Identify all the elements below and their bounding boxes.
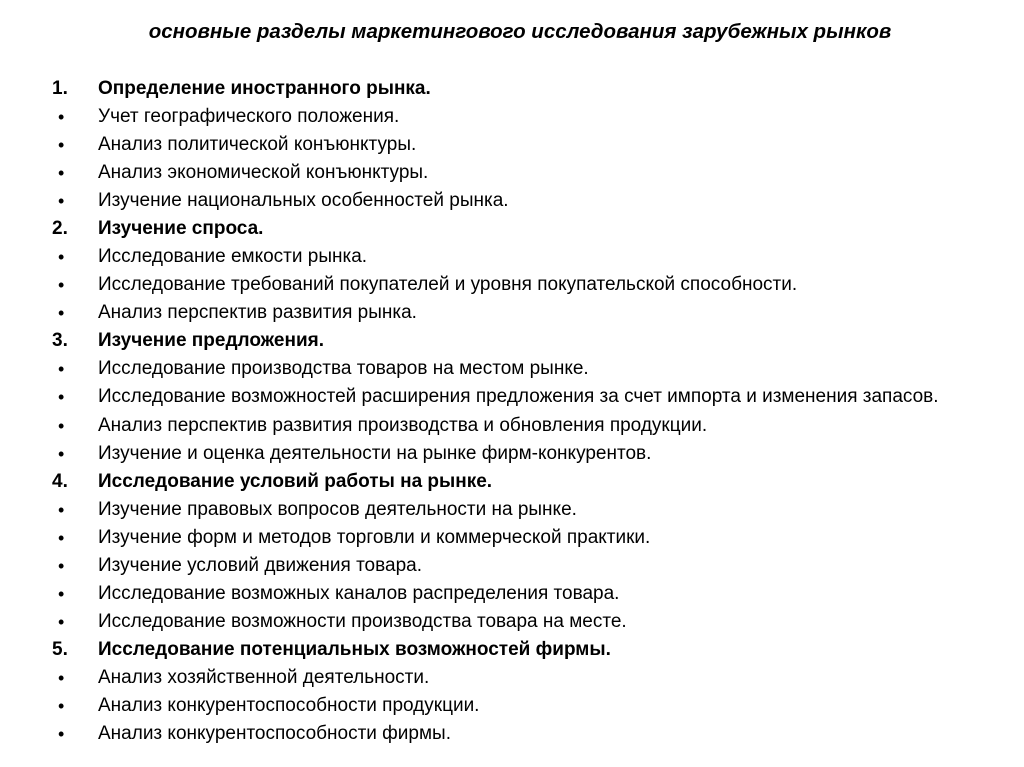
list-item xyxy=(52,498,992,522)
bullet-marker: • xyxy=(58,668,65,688)
list-item-text: Изучение условий движения товара. xyxy=(98,555,422,576)
section-number: 1. xyxy=(52,78,68,99)
list-item xyxy=(52,301,992,325)
list-item xyxy=(52,582,992,606)
list-item-text: Анализ конкурентоспособности фирмы. xyxy=(98,723,451,744)
list-item-text: Анализ перспектив развития производства и обновления продукции. xyxy=(98,415,708,436)
list-item-text: Исследование возможности производства товара на месте. xyxy=(98,611,627,632)
list-item-text: Изучение форм и методов торговли и коммерческой практики. xyxy=(98,527,651,548)
list-item xyxy=(52,189,992,213)
list-item-text: Анализ хозяйственной деятельности. xyxy=(98,667,430,688)
list-item xyxy=(52,385,992,409)
section-number: 2. xyxy=(52,218,68,239)
bullet-marker: • xyxy=(58,612,65,632)
list-item xyxy=(52,273,992,297)
section-heading-text: Изучение предложения. xyxy=(98,330,324,351)
bullet-marker: • xyxy=(58,696,65,716)
bullet-marker: • xyxy=(58,416,65,436)
bullet-marker: • xyxy=(58,247,65,267)
section-heading-text: Исследование условий работы на рынке. xyxy=(98,471,493,492)
bullet-marker: • xyxy=(58,444,65,464)
list-item-text: Исследование производства товаров на местом рынке. xyxy=(98,358,589,379)
list-item xyxy=(52,161,992,185)
slide-title: основные разделы маркетингового исследования зарубежных рынков xyxy=(148,20,892,43)
section-number: 4. xyxy=(52,471,68,492)
section-heading-text: Определение иностранного рынка. xyxy=(98,78,431,99)
list-item xyxy=(52,442,992,466)
list-item-text: Учет географического положения. xyxy=(98,106,400,127)
list-item xyxy=(52,666,992,690)
bullet-marker: • xyxy=(58,191,65,211)
list-item xyxy=(52,694,992,718)
bullet-marker: • xyxy=(58,275,65,295)
section-heading xyxy=(52,470,992,494)
section-heading xyxy=(52,77,992,101)
bullet-marker: • xyxy=(58,528,65,548)
list-item-text: Изучение и оценка деятельности на рынке фирм-конкурентов. xyxy=(98,443,652,464)
list-item-text: Исследование возможностей расширения предложения за счет импорта и изменения запасов. xyxy=(98,386,939,407)
bullet-marker: • xyxy=(58,135,65,155)
bullet-marker: • xyxy=(58,724,65,744)
list-item xyxy=(52,105,992,129)
list-item xyxy=(52,554,992,578)
list-item xyxy=(52,722,992,746)
list-item xyxy=(52,526,992,550)
list-item-text: Изучение национальных особенностей рынка. xyxy=(98,190,509,211)
list-item xyxy=(52,610,992,634)
section-heading-text: Исследование потенциальных возможностей фирмы. xyxy=(98,639,611,660)
bullet-marker: • xyxy=(58,584,65,604)
list-item-text: Анализ конкурентоспособности продукции. xyxy=(98,695,480,716)
list-item-text: Анализ политической конъюнктуры. xyxy=(98,134,417,155)
bullet-marker: • xyxy=(58,107,65,127)
section-heading xyxy=(52,329,992,353)
list-item-text: Исследование требований покупателей и уровня покупательской способности. xyxy=(98,274,798,295)
outline-list xyxy=(52,77,992,750)
list-item-text: Исследование емкости рынка. xyxy=(98,246,368,267)
list-item xyxy=(52,133,992,157)
bullet-marker: • xyxy=(58,500,65,520)
bullet-marker: • xyxy=(58,303,65,323)
list-item-text: Анализ экономической конъюнктуры. xyxy=(98,162,429,183)
bullet-marker: • xyxy=(58,163,65,183)
section-heading-text: Изучение спроса. xyxy=(98,218,264,239)
bullet-marker: • xyxy=(58,387,65,407)
bullet-marker: • xyxy=(58,556,65,576)
list-item-text: Анализ перспектив развития рынка. xyxy=(98,302,417,323)
section-heading xyxy=(52,638,992,662)
list-item xyxy=(52,414,992,438)
section-heading xyxy=(52,217,992,241)
list-item xyxy=(52,357,992,381)
list-item-text: Изучение правовых вопросов деятельности на рынке. xyxy=(98,499,577,520)
list-item xyxy=(52,245,992,269)
section-number: 5. xyxy=(52,639,68,660)
bullet-marker: • xyxy=(58,359,65,379)
section-number: 3. xyxy=(52,330,68,351)
list-item-text: Исследование возможных каналов распределения товара. xyxy=(98,583,620,604)
